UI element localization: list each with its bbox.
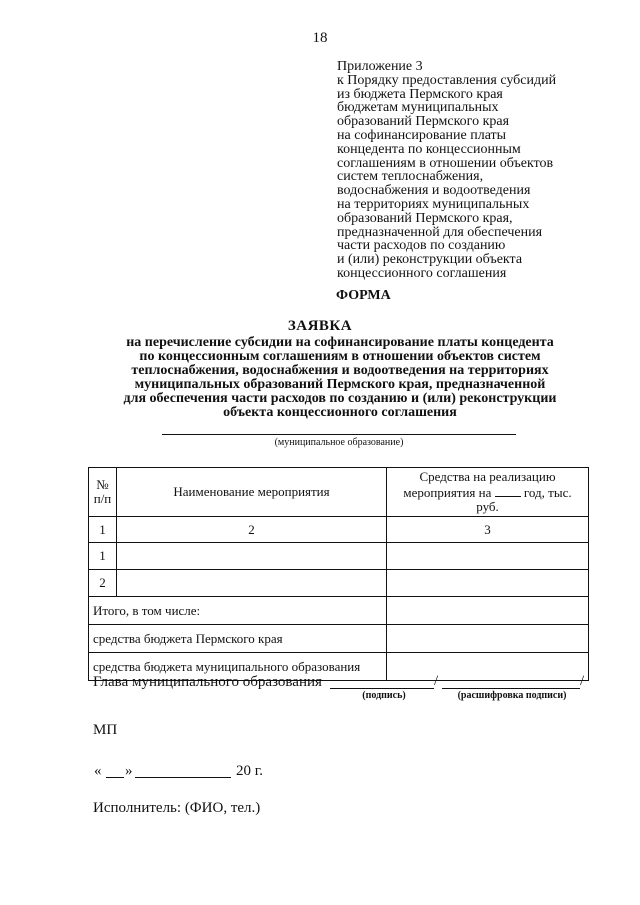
appendix-line: образований Пермского края — [337, 114, 510, 130]
header-funds-line1: Средства на реализацию — [419, 469, 556, 484]
appendix-line: на территориях муниципальных — [337, 196, 530, 212]
date-close-quote: » — [125, 763, 133, 779]
appendix-line: концедента по концессионным — [337, 141, 521, 157]
regional-budget-label: средства бюджета Пермского края — [89, 625, 387, 653]
appendix-line: части расходов по созданию — [337, 238, 506, 254]
document-title: ЗАЯВКА — [287, 318, 353, 334]
appendix-line: образований Пермского края, — [337, 210, 513, 226]
items-table — [88, 467, 589, 681]
signature-decoding-caption: (расшифровка подписи) — [457, 690, 567, 701]
header-funds — [387, 468, 589, 517]
regional-budget-amount-cell[interactable] — [387, 625, 589, 653]
appendix-line: водоснабжения и водоотведения — [337, 183, 531, 199]
signature-slash: / — [580, 673, 585, 689]
appendix-line: концессионного соглашения — [337, 265, 507, 281]
row-activity-name-cell[interactable] — [117, 570, 387, 597]
municipality-fill-line[interactable] — [162, 434, 516, 435]
date-month-fill-line[interactable] — [135, 777, 231, 778]
row-amount-cell[interactable] — [387, 570, 589, 597]
document-subtitle — [60, 336, 620, 420]
signature-decoding-fill-line[interactable] — [442, 688, 580, 689]
municipal-budget-label: средства бюджета муниципального образования — [89, 653, 387, 681]
subtitle-line: для обеспечения части расходов по созданию и (или) реконструкции — [123, 391, 557, 406]
regional-budget-row — [89, 625, 589, 653]
appendix-line: соглашениям в отношении объектов — [337, 155, 554, 171]
column-number: 1 — [89, 517, 117, 543]
date-year-suffix: 20 г. — [236, 763, 263, 779]
municipality-caption: (муниципальное образование) — [274, 437, 404, 448]
municipal-budget-amount-cell[interactable] — [387, 653, 589, 681]
appendix-line: к Порядку предоставления субсидий — [337, 72, 557, 88]
year-fill-line[interactable] — [495, 484, 521, 497]
executor-label: Исполнитель: (ФИО, тел.) — [93, 800, 261, 816]
total-label: Итого, в том числе: — [89, 597, 387, 625]
signature-slash: / — [434, 673, 439, 689]
stamp-label: МП — [93, 722, 118, 738]
row-amount-cell[interactable] — [387, 543, 589, 570]
subtitle-line: теплоснабжения, водоснабжения и водоотведения на территориях — [131, 363, 549, 378]
form-label: ФОРМА — [336, 288, 391, 303]
total-row — [89, 597, 589, 625]
column-number-row — [89, 517, 589, 543]
column-number: 2 — [117, 517, 387, 543]
header-funds-line2-post: год, тыс. руб. — [476, 485, 572, 514]
header-funds-line2-pre: мероприятия на — [403, 485, 492, 500]
table-row — [89, 570, 589, 597]
row-number: 2 — [89, 570, 117, 597]
table-row — [89, 543, 589, 570]
head-of-municipality-label: Глава муниципального образования — [93, 674, 322, 690]
header-activity-name: Наименование мероприятия — [117, 468, 387, 517]
appendix-line: систем теплоснабжения, — [337, 169, 484, 185]
signature-fill-line[interactable] — [330, 688, 434, 689]
date-open-quote: « — [94, 763, 102, 779]
subtitle-line: муниципальных образований Пермского края, предназначенной — [134, 377, 546, 392]
table-header-row — [89, 468, 589, 517]
signature-caption: (подпись) — [362, 690, 406, 701]
date-day-fill-line[interactable] — [106, 777, 124, 778]
row-activity-name-cell[interactable] — [117, 543, 387, 570]
row-number: 1 — [89, 543, 117, 570]
subtitle-line: на перечисление субсидии на софинансирование платы концедента — [126, 335, 554, 350]
total-amount-cell[interactable] — [387, 597, 589, 625]
appendix-line: из бюджета Пермского края — [337, 86, 503, 102]
subtitle-line: объекта концессионного соглашения — [223, 405, 457, 420]
appendix-line: и (или) реконструкции объекта — [337, 252, 523, 268]
subtitle-line: по концессионным соглашениям в отношении объектов систем — [139, 349, 541, 364]
appendix-line: на софинансирование платы — [337, 127, 507, 143]
appendix-line: Приложение 3 — [337, 59, 423, 74]
page-number: 18 — [312, 30, 328, 46]
header-number: № п/п — [89, 468, 117, 517]
appendix-line: предназначенной для обеспечения — [337, 224, 543, 240]
appendix-reference — [337, 60, 627, 281]
appendix-line: бюджетам муниципальных — [337, 100, 499, 116]
column-number: 3 — [387, 517, 589, 543]
